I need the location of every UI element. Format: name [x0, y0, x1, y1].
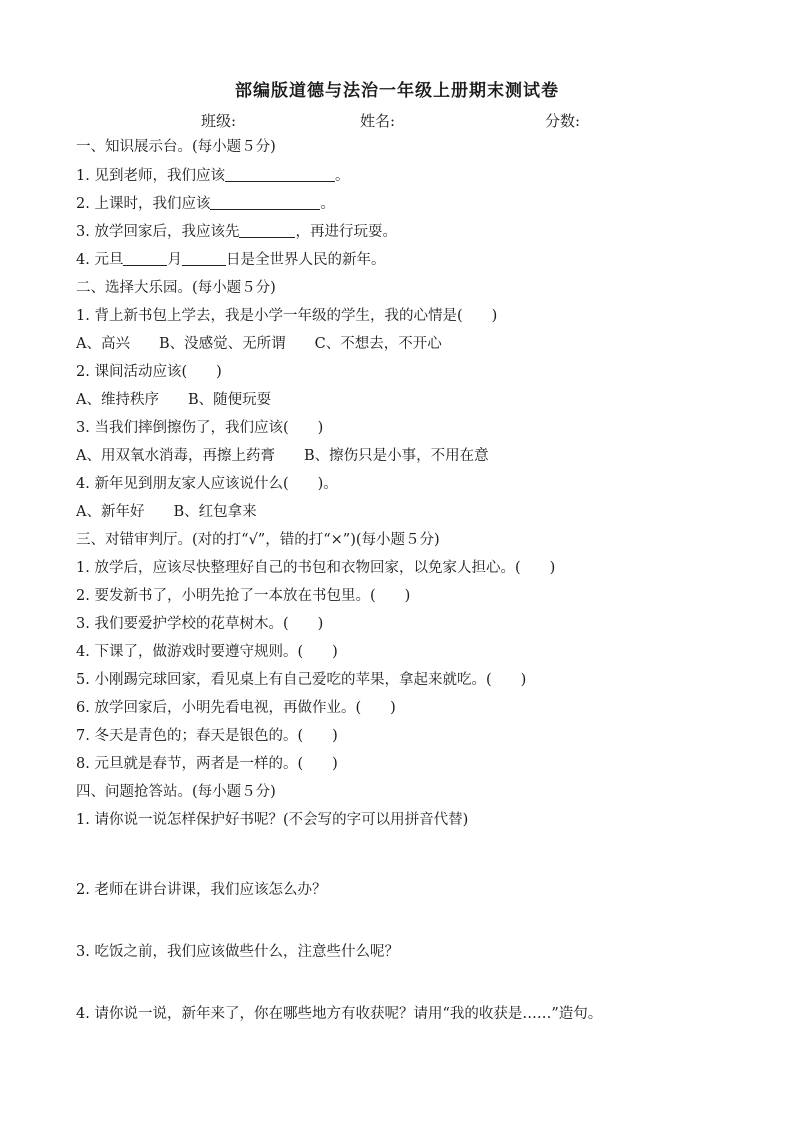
- section2-options-4: A、新年好 B、红包拿来: [76, 504, 257, 520]
- section3-item: 6. 放学回家后，小明先看电视，再做作业。( ): [76, 700, 396, 716]
- section2-question-3: 3. 当我们摔倒擦伤了，我们应该( ): [76, 420, 324, 436]
- exam-title: 部编版道德与法治一年级上册期末测试卷: [235, 81, 559, 101]
- section4-question-1: 1. 请你说一说怎样保护好书呢？(不会写的字可以用拼音代替): [76, 812, 469, 828]
- section1-heading: 一、知识展示台。(每小题５分): [76, 139, 276, 155]
- section4-question-3: 3. 吃饭之前，我们应该做些什么，注意些什么呢？: [76, 944, 399, 960]
- section2-question-1: 1. 背上新书包上学去，我是小学一年级的学生，我的心情是( ): [76, 308, 498, 324]
- section3-item: 3. 我们要爱护学校的花草树木。( ): [76, 616, 324, 632]
- section4-question-4: 4. 请你说一说，新年来了，你在哪些地方有收获呢？请用“我的收获是……”造句。: [76, 1006, 603, 1022]
- section4-question-2: 2. 老师在讲台讲课，我们应该怎么办？: [76, 882, 327, 898]
- answer-blank-day[interactable]: [182, 251, 226, 266]
- answer-blank[interactable]: [225, 167, 335, 182]
- section1-question-4: 4. 元旦 月 日是全世界人民的新年。: [76, 252, 386, 268]
- section2-options-3: A、用双氧水消毒，再擦上药膏 B、擦伤只是小事，不用在意: [76, 448, 489, 464]
- answer-blank[interactable]: [210, 195, 320, 210]
- section2-options-2: A、维持秩序 B、随便玩耍: [76, 392, 272, 408]
- section1-question-2: 2. 上课时，我们应该 。: [76, 196, 335, 212]
- answer-blank[interactable]: [239, 223, 295, 238]
- answer-blank-month[interactable]: [123, 251, 167, 266]
- section1-question-3: 3. 放学回家后，我应该先 ，再进行玩耍。: [76, 224, 397, 240]
- section2-options-1: A、高兴 B、没感觉、无所谓 C、不想去，不开心: [76, 336, 442, 352]
- score-label: 分数:: [545, 112, 581, 130]
- name-label: 姓名:: [360, 112, 396, 130]
- section3-item: 5. 小刚踢完球回家，看见桌上有自己爱吃的苹果，拿起来就吃。( ): [76, 672, 527, 688]
- section3-item: 1. 放学后，应该尽快整理好自己的书包和衣物回家，以免家人担心。( ): [76, 560, 556, 576]
- section3-item: 2. 要发新书了，小明先抢了一本放在书包里。( ): [76, 588, 411, 604]
- section3-heading: 三、对错审判厅。(对的打“√”，错的打“×”)(每小题５分): [76, 532, 440, 548]
- section3-item: 8. 元旦就是春节，两者是一样的。( ): [76, 756, 338, 772]
- section2-question-4: 4. 新年见到朋友家人应该说什么( )。: [76, 476, 338, 492]
- section3-item: 4. 下课了，做游戏时要遵守规则。( ): [76, 644, 338, 660]
- section1-question-1: 1. 见到老师，我们应该 。: [76, 168, 350, 184]
- class-label: 班级:: [201, 112, 237, 130]
- section3-item: 7. 冬天是青色的；春天是银色的。( ): [76, 728, 338, 744]
- section2-heading: 二、选择大乐园。(每小题５分): [76, 280, 276, 296]
- section4-heading: 四、问题抢答站。(每小题５分): [76, 784, 276, 800]
- section2-question-2: 2. 课间活动应该( ): [76, 364, 222, 380]
